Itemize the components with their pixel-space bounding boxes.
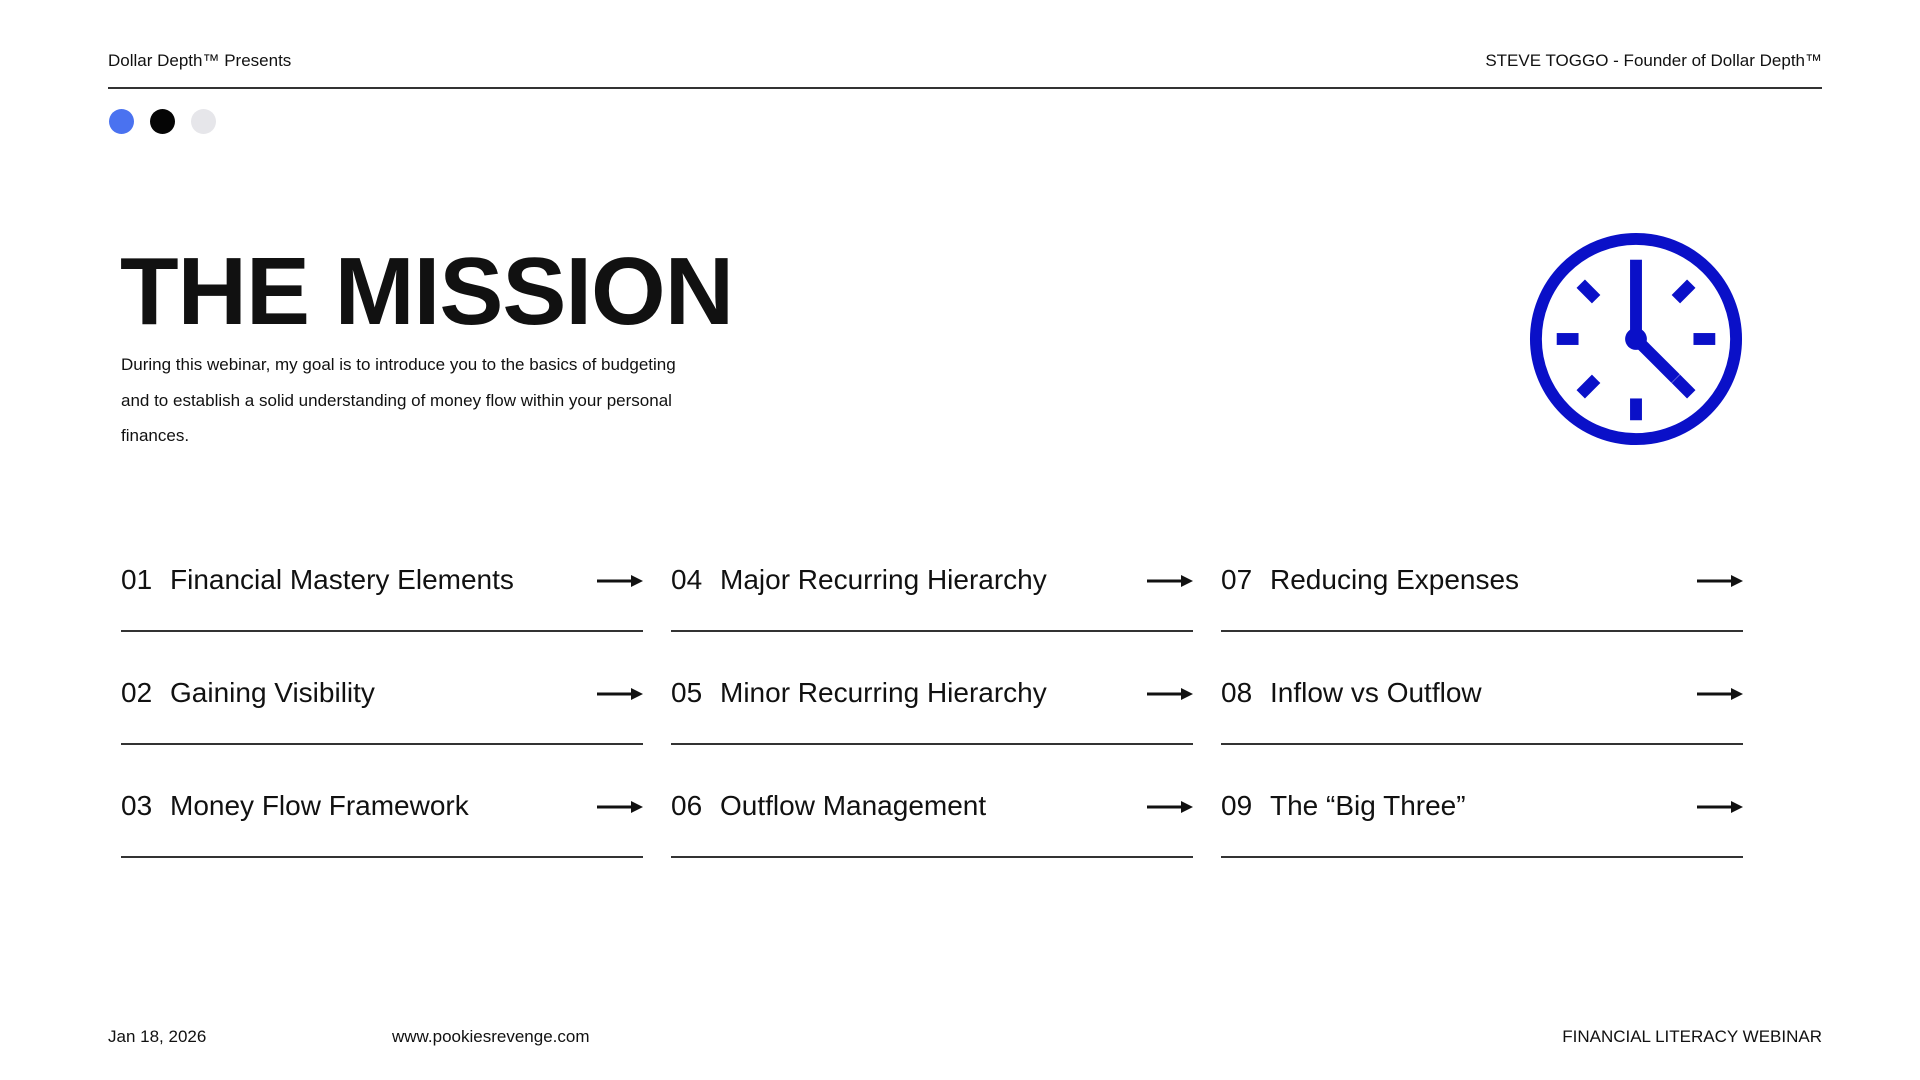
footer-event-name: FINANCIAL LITERACY WEBINAR: [1562, 1027, 1822, 1046]
dot-light: [191, 109, 216, 134]
agenda-number: 03: [121, 790, 153, 821]
agenda-label: Outflow Management: [720, 790, 987, 821]
agenda-label: Financial Mastery Elements: [170, 564, 514, 595]
agenda-number: 01: [121, 564, 153, 595]
page-title: THE MISSION: [120, 238, 734, 345]
right-arrow-icon: [1147, 687, 1193, 701]
agenda-item-05[interactable]: [671, 631, 1193, 745]
agenda-number: 06: [671, 790, 703, 821]
presenter-brand: Dollar Depth™ Presents: [108, 51, 292, 70]
right-arrow-icon: [1147, 800, 1193, 814]
agenda-label: Inflow vs Outflow: [1270, 677, 1482, 708]
agenda-label: Major Recurring Hierarchy: [720, 564, 1047, 595]
right-arrow-icon: [597, 687, 643, 701]
agenda-grid: [121, 518, 1743, 858]
right-arrow-icon: [1697, 800, 1743, 814]
agenda-label: Minor Recurring Hierarchy: [720, 677, 1047, 708]
agenda-item-07[interactable]: [1221, 518, 1743, 632]
slide-dots: [109, 109, 216, 134]
agenda-item-03[interactable]: [121, 744, 643, 858]
agenda-label: Money Flow Framework: [170, 790, 469, 821]
header: [108, 51, 1822, 89]
clock-icon: [1527, 230, 1745, 448]
agenda-number: 02: [121, 677, 153, 708]
agenda-item-08[interactable]: [1221, 631, 1743, 745]
agenda-item-06[interactable]: [671, 744, 1193, 858]
agenda-number: 09: [1221, 790, 1253, 821]
agenda-number: 05: [671, 677, 703, 708]
right-arrow-icon: [1697, 574, 1743, 588]
agenda-item-02[interactable]: [121, 631, 643, 745]
dot-black: [150, 109, 175, 134]
presenter-name: STEVE TOGGO - Founder of Dollar Depth™: [1485, 51, 1822, 70]
right-arrow-icon: [1697, 687, 1743, 701]
footer-date: Jan 18, 2026: [108, 1027, 207, 1046]
agenda-label: The “Big Three”: [1270, 790, 1466, 821]
agenda-item-09[interactable]: [1221, 744, 1743, 858]
footer-url[interactable]: www.pookiesrevenge.com: [392, 1027, 590, 1046]
agenda-item-01[interactable]: [121, 518, 643, 632]
dot-blue: [109, 109, 134, 134]
mission-description: During this webinar, my goal is to introduce you to the basics of budgeting and to establish a solid understanding of money flow within your personal finances.: [121, 355, 676, 445]
agenda-label: Gaining Visibility: [170, 677, 375, 708]
agenda-item-04[interactable]: [671, 518, 1193, 632]
right-arrow-icon: [597, 800, 643, 814]
agenda-number: 04: [671, 564, 703, 595]
right-arrow-icon: [1147, 574, 1193, 588]
agenda-number: 08: [1221, 677, 1253, 708]
agenda-number: 07: [1221, 564, 1253, 595]
right-arrow-icon: [597, 574, 643, 588]
agenda-label: Reducing Expenses: [1270, 564, 1520, 595]
